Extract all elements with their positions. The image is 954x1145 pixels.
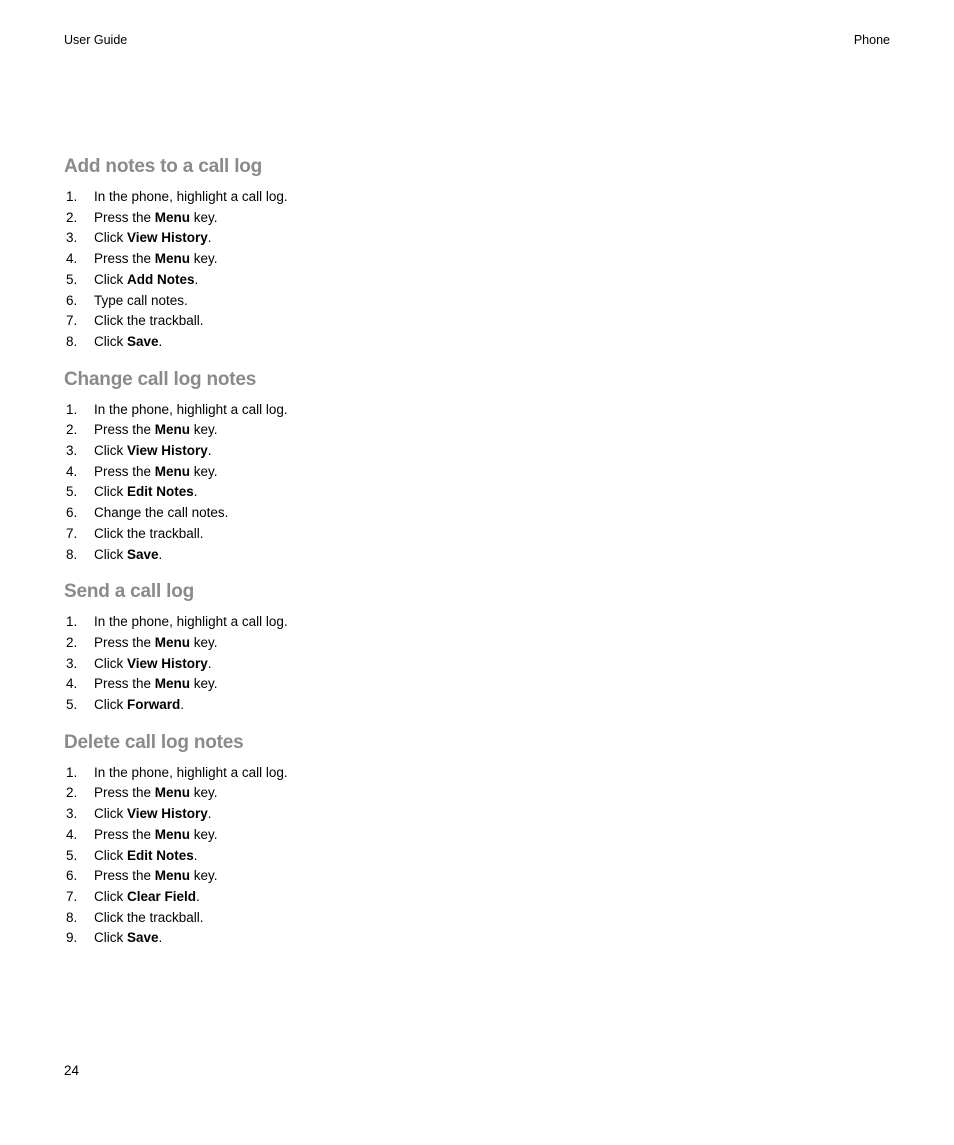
- step-text-segment: .: [158, 546, 163, 562]
- step-text: [94, 887, 200, 908]
- step-text: [94, 503, 228, 524]
- list-item: [64, 462, 890, 483]
- step-text: [94, 441, 212, 462]
- ui-term: Save: [127, 930, 159, 946]
- step-number: 4.: [66, 676, 78, 692]
- step-text-segment: Click: [94, 930, 127, 946]
- step-text: [94, 208, 218, 229]
- step-text: [94, 482, 198, 503]
- ui-term: Menu: [154, 251, 191, 267]
- list-item: [64, 400, 890, 421]
- ui-term: Menu: [154, 422, 191, 438]
- list-item: [64, 695, 890, 716]
- list-item: [64, 482, 890, 503]
- step-text-segment: .: [193, 484, 198, 500]
- running-header-left: User Guide: [64, 33, 128, 47]
- step-text: [94, 846, 198, 867]
- step-text: [94, 783, 218, 804]
- ui-term: Save: [127, 546, 159, 562]
- step-text-segment: key.: [190, 251, 218, 267]
- step-text-segment: key.: [190, 826, 218, 842]
- section-heading: Send a call log: [64, 581, 195, 603]
- step-list: [64, 612, 890, 716]
- step-text: [94, 545, 162, 566]
- list-item: [64, 311, 890, 332]
- step-text-segment: Press the: [94, 251, 155, 267]
- step-text: [94, 228, 212, 249]
- step-text-segment: Click: [94, 655, 127, 671]
- list-item: [64, 783, 890, 804]
- section-heading: Delete call log notes: [64, 731, 244, 753]
- step-text-segment: key.: [190, 785, 218, 801]
- list-item: [64, 187, 890, 208]
- step-number: 1.: [66, 764, 78, 780]
- step-text: [94, 763, 288, 784]
- page-number: 24: [64, 1063, 80, 1078]
- step-number: 7.: [66, 525, 78, 541]
- step-text-segment: Click the trackball.: [94, 525, 204, 541]
- step-text-segment: Press the: [94, 676, 155, 692]
- step-text-segment: .: [207, 655, 212, 671]
- step-text-segment: In the phone, highlight a call log.: [94, 614, 288, 630]
- ui-term: Clear Field: [127, 888, 197, 904]
- step-number: 6.: [66, 505, 78, 521]
- step-text-segment: Click: [94, 546, 127, 562]
- step-number: 2.: [66, 634, 78, 650]
- step-text-segment: Press the: [94, 463, 155, 479]
- step-text-segment: Click: [94, 806, 127, 822]
- step-text: [94, 866, 218, 887]
- step-text-segment: Press the: [94, 868, 155, 884]
- section: [64, 367, 890, 566]
- step-text-segment: In the phone, highlight a call log.: [94, 764, 288, 780]
- list-item: [64, 887, 890, 908]
- step-text-segment: Change the call notes.: [94, 505, 229, 521]
- list-item: [64, 524, 890, 545]
- step-text-segment: .: [180, 697, 185, 713]
- list-item: [64, 545, 890, 566]
- step-number: 5.: [66, 847, 78, 863]
- section-heading: Change call log notes: [64, 368, 257, 390]
- step-number: 4.: [66, 463, 78, 479]
- list-item: [64, 804, 890, 825]
- step-text: [94, 291, 188, 312]
- step-text: [94, 524, 204, 545]
- document-body: [64, 154, 890, 963]
- list-item: [64, 633, 890, 654]
- step-text: [94, 908, 204, 929]
- step-number: 2.: [66, 785, 78, 801]
- step-number: 3.: [66, 443, 78, 459]
- step-number: 8.: [66, 333, 78, 349]
- step-number: 1.: [66, 614, 78, 630]
- list-item: [64, 332, 890, 353]
- step-text: [94, 332, 162, 353]
- step-number: 3.: [66, 655, 78, 671]
- step-text: [94, 270, 198, 291]
- step-number: 4.: [66, 826, 78, 842]
- step-text-segment: Press the: [94, 209, 155, 225]
- list-item: [64, 208, 890, 229]
- step-number: 4.: [66, 251, 78, 267]
- ui-term: Menu: [154, 826, 191, 842]
- ui-term: Save: [127, 333, 159, 349]
- step-number: 6.: [66, 868, 78, 884]
- step-text-segment: Press the: [94, 785, 155, 801]
- section-heading: Add notes to a call log: [64, 156, 263, 177]
- ui-term: Menu: [154, 676, 191, 692]
- step-text: [94, 825, 218, 846]
- list-item: [64, 249, 890, 270]
- step-text-segment: Click the trackball.: [94, 313, 204, 329]
- step-text: [94, 462, 218, 483]
- ui-term: Edit Notes: [127, 847, 194, 863]
- step-number: 3.: [66, 806, 78, 822]
- step-number: 5.: [66, 697, 78, 713]
- list-item: [64, 228, 890, 249]
- running-header-right: Phone: [853, 33, 890, 47]
- step-text-segment: .: [196, 888, 200, 904]
- step-text: [94, 612, 288, 633]
- step-number: 7.: [66, 888, 78, 904]
- step-text-segment: Click: [94, 484, 127, 500]
- step-list: [64, 763, 890, 949]
- step-number: 5.: [66, 484, 78, 500]
- list-item: [64, 654, 890, 675]
- step-text: [94, 400, 288, 421]
- step-text-segment: Click: [94, 443, 127, 459]
- ui-term: Menu: [154, 785, 191, 801]
- step-text: [94, 695, 184, 716]
- list-item: [64, 866, 890, 887]
- step-text-segment: key.: [190, 634, 218, 650]
- ui-term: View History: [127, 443, 208, 459]
- step-text-segment: Press the: [94, 826, 155, 842]
- step-text-segment: In the phone, highlight a call log.: [94, 189, 288, 204]
- step-list: [64, 187, 890, 353]
- list-item: [64, 291, 890, 312]
- step-text-segment: key.: [190, 868, 218, 884]
- step-text-segment: .: [158, 930, 163, 946]
- step-text: [94, 249, 218, 270]
- ui-term: Menu: [154, 463, 191, 479]
- step-text: [94, 928, 162, 949]
- list-item: [64, 612, 890, 633]
- list-item: [64, 420, 890, 441]
- ui-term: View History: [127, 655, 208, 671]
- step-text-segment: key.: [190, 422, 218, 438]
- list-item: [64, 928, 890, 949]
- step-text-segment: Press the: [94, 634, 155, 650]
- step-number: 1.: [66, 189, 78, 204]
- ui-term: View History: [127, 230, 208, 246]
- section: [64, 730, 890, 949]
- list-item: [64, 674, 890, 695]
- step-number: 9.: [66, 930, 78, 946]
- step-number: 5.: [66, 271, 78, 287]
- step-text-segment: .: [158, 333, 163, 349]
- step-text-segment: Type call notes.: [94, 292, 188, 308]
- step-number: 8.: [66, 546, 78, 562]
- step-text-segment: .: [194, 271, 199, 287]
- step-text-segment: Click: [94, 230, 127, 246]
- step-number: 2.: [66, 422, 78, 438]
- step-text-segment: Click: [94, 271, 127, 287]
- ui-term: Menu: [154, 868, 191, 884]
- step-text-segment: .: [207, 443, 212, 459]
- step-text-segment: key.: [190, 209, 218, 225]
- step-text-segment: Click: [94, 847, 127, 863]
- list-item: [64, 270, 890, 291]
- ui-term: View History: [127, 806, 208, 822]
- step-text-segment: .: [207, 806, 212, 822]
- step-list: [64, 400, 890, 566]
- step-number: 2.: [66, 209, 78, 225]
- step-text-segment: Press the: [94, 422, 155, 438]
- list-item: [64, 825, 890, 846]
- step-text: [94, 187, 288, 208]
- step-number: 7.: [66, 313, 78, 329]
- step-text: [94, 674, 218, 695]
- step-number: 1.: [66, 401, 78, 417]
- step-text: [94, 654, 212, 675]
- ui-term: Add Notes: [127, 271, 195, 287]
- step-text-segment: Click: [94, 697, 127, 713]
- step-number: 6.: [66, 292, 78, 308]
- ui-term: Menu: [154, 634, 191, 650]
- ui-term: Forward: [127, 697, 181, 713]
- step-text-segment: .: [193, 847, 198, 863]
- step-text: [94, 311, 204, 332]
- step-text-segment: key.: [190, 676, 218, 692]
- step-text-segment: Click: [94, 888, 127, 904]
- list-item: [64, 846, 890, 867]
- step-text-segment: In the phone, highlight a call log.: [94, 401, 288, 417]
- section: [64, 579, 890, 716]
- ui-term: Menu: [154, 209, 191, 225]
- ui-term: Edit Notes: [127, 484, 194, 500]
- step-text-segment: .: [207, 230, 212, 246]
- step-text-segment: key.: [190, 463, 218, 479]
- step-text-segment: Click: [94, 333, 127, 349]
- step-text: [94, 804, 212, 825]
- list-item: [64, 908, 890, 929]
- step-text-segment: Click the trackball.: [94, 909, 204, 925]
- step-text: [94, 420, 218, 441]
- list-item: [64, 503, 890, 524]
- section: [64, 154, 890, 353]
- list-item: [64, 441, 890, 462]
- step-number: 8.: [66, 909, 78, 925]
- step-text: [94, 633, 218, 654]
- list-item: [64, 763, 890, 784]
- step-number: 3.: [66, 230, 78, 246]
